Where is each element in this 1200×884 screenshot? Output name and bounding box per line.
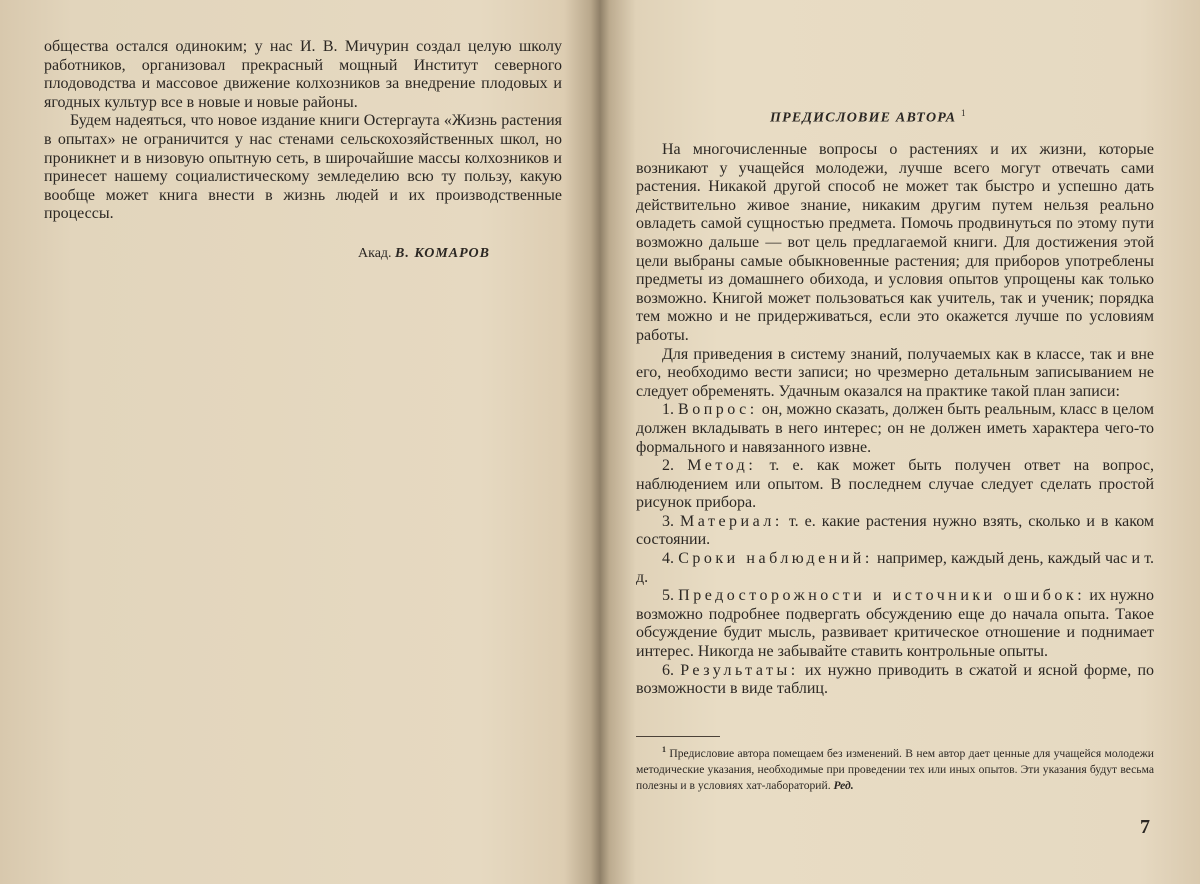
item-text: т. е. какие растения нужно взять, сколько и в каком состоянии.	[636, 513, 1154, 549]
signature	[358, 246, 490, 262]
item-number: 1.	[662, 401, 674, 418]
left-page	[0, 0, 585, 884]
footnote-text: Предисловие автора помещаем без изменений. В нем автор дает ценные для учащейся молодежи методические указания, необходимые при проведении тех или иных опытов. Эти указания будут весьма полезны и в условиях хат-лабораторий.	[636, 747, 1154, 792]
list-item	[636, 587, 1154, 661]
right-page-body	[636, 141, 1154, 699]
item-text: т. е. как может быть получен ответ на вопрос, наблюдением или опытом. В последнем случае следует сделать простой рисунок прибора.	[636, 457, 1154, 511]
footnote-paragraph	[636, 742, 1154, 794]
item-number: 2.	[662, 457, 674, 474]
signature-name: В. КОМАРОВ	[395, 246, 490, 261]
list-item	[636, 513, 1154, 550]
item-term: Предосторожности и источники ошибок:	[678, 587, 1085, 604]
item-term: Материал:	[680, 513, 783, 530]
list-item	[636, 457, 1154, 513]
item-text: он, можно сказать, должен быть реальным, класс в целом должен вкладывать в него интерес; он не должен иметь характера чего-то формального и навязанного извне.	[636, 401, 1154, 455]
item-number: 4.	[662, 550, 674, 567]
list-item	[636, 662, 1154, 699]
item-text: например, каждый день, каждый час и т. д.	[636, 550, 1154, 586]
left-paragraph-2: Будем надеяться, что новое издание книги Остергаута «Жизнь растения в опытах» не ограничится у нас стенами сельскохозяйственных школ, но проникнет и в низовую опытную сеть, в широчайшие массы колхозников и принесет нашему социалистическому земледелию всю ту пользу, какую вообще может книга внести в жизнь людей и их производственные процессы.	[44, 112, 562, 224]
list-item	[636, 401, 1154, 457]
item-term: Сроки наблюдений:	[678, 550, 873, 567]
item-text: их нужно приводить в сжатой и ясной форме, по возможности в виде таблиц.	[636, 662, 1154, 698]
intro-paragraph-1: На многочисленные вопросы о растениях и их жизни, которые возникают у учащейся молодежи, лучше всего могут отвечать сами растения. Никакой другой способ не может так быстро и успешно дать действительно живое знание, никаким другим путем нельзя реально овладеть самой сущностью предмета. Помочь продвинуться по этому пути возможно дальше — вот цель предлагаемой книги. Для достижения этой цели выбраны самые обыкновенные растения; для приборов употреблены предметы из домашнего обихода, и условия опытов упрощены как только возможно. Книгой может пользоваться как учитель, так и ученик; порядка тем можно и не придерживаться, если это окажется лучше по условиям работы.	[636, 141, 1154, 346]
item-text: их нужно возможно подробнее подвергать обсуждению еще до начала опыта. Такое обсуждение будит мысль, развивает критическое отношение и поднимает интерес. Никогда не забывайте ставить контрольные опыты.	[636, 587, 1154, 660]
page-number: 7	[1140, 816, 1150, 839]
page-title	[770, 108, 966, 127]
item-term: Метод:	[687, 457, 756, 474]
heading-footnote-mark: 1	[961, 108, 966, 118]
footnote-mark: 1	[662, 745, 666, 754]
list-item	[636, 550, 1154, 587]
item-number: 5.	[662, 587, 674, 604]
left-paragraph-1: общества остался одиноким; у нас И. В. Мичурин создал целую школу работников, организовал прекрасный мощный Институт северного плодоводства и массовое движение колхозников за внедрение плодовых и ягодных культур все в новые и новые районы.	[44, 38, 562, 112]
footnote-divider	[636, 736, 720, 737]
book-spread	[0, 0, 1200, 884]
item-term: Вопрос:	[678, 401, 758, 418]
left-page-body	[44, 38, 562, 224]
item-number: 3.	[662, 513, 674, 530]
item-number: 6.	[662, 662, 674, 679]
item-term: Результаты:	[680, 662, 799, 679]
heading-text: ПРЕДИСЛОВИЕ АВТОРА	[770, 111, 956, 126]
footnote	[636, 742, 1154, 794]
intro-paragraph-2: Для приведения в систему знаний, получаемых как в классе, так и вне его, необходимо вести записи; но чрезмерно детальным записыванием не следует обременять. Удачным оказался на практике такой план записи:	[636, 346, 1154, 402]
footnote-editor: Ред.	[834, 779, 854, 792]
signature-prefix: Акад.	[358, 246, 392, 261]
